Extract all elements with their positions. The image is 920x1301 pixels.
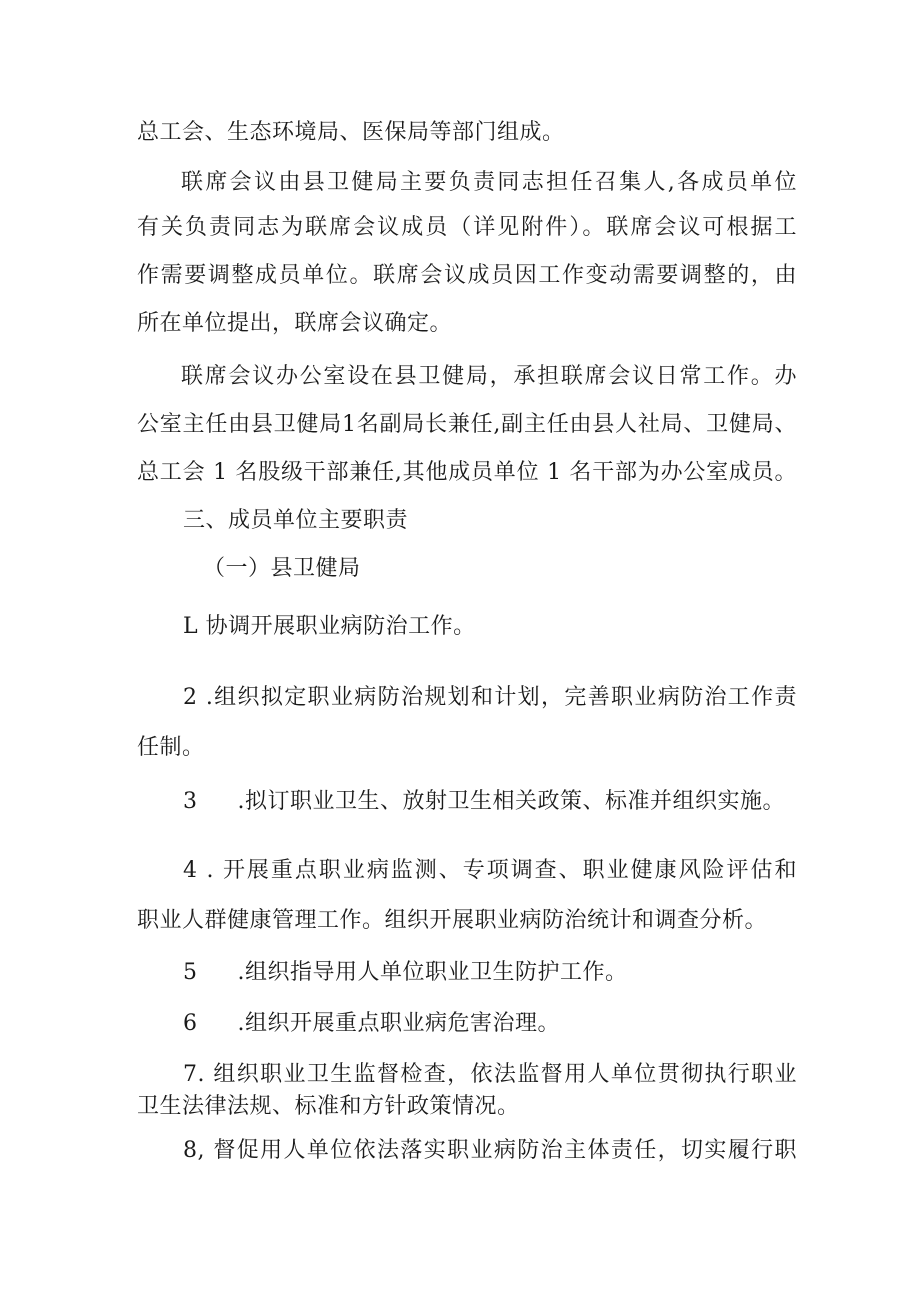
list-item-continuation: 职业人群健康管理工作。组织开展职业病防治统计和调查分析。 [137, 908, 768, 933]
list-number: 6 [183, 1011, 198, 1036]
text-line: 所在单位提出，联席会议确定。 [137, 311, 453, 336]
list-text: .拟订职业卫生、放射卫生相关政策、标准并组织实施。 [237, 789, 785, 814]
list-item: 8, 督促用人单位依法落实职业病防治主体责任，切实履行职 [183, 1138, 797, 1163]
list-item: 7. 组织职业卫生监督检查，依法监督用人单位贯彻执行职业 [183, 1062, 797, 1087]
list-text: .组织指导用人单位职业卫生防护工作。 [237, 960, 628, 985]
text-line: 有关负责同志为联席会议成员（详见附件）。联席会议可根据工 [137, 215, 797, 240]
text-line: 总工会 1 名股级干部兼任,其他成员单位 1 名干部为办公室成员。 [137, 460, 797, 485]
text-line: 联席会议办公室设在县卫健局，承担联席会议日常工作。办 [181, 364, 797, 389]
list-item: 2 .组织拟定职业病防治规划和计划，完善职业病防治工作责 [183, 685, 797, 710]
list-item [183, 787, 843, 817]
list-item-continuation: 任制。 [137, 735, 205, 760]
text-line: 作需要调整成员单位。联席会议成员因工作变动需要调整的，由 [137, 263, 797, 288]
section-heading: 三、成员单位主要职责 [183, 508, 409, 533]
text-line: 总工会、生态环境局、医保局等部门组成。 [137, 120, 565, 145]
text-line: 公室主任由县卫健局1名副局长兼任,副主任由县人社局、卫健局、 [137, 412, 797, 437]
list-number: 5 [183, 960, 198, 985]
text-line: 联席会议由县卫健局主要负责同志担任召集人,各成员单位 [181, 170, 797, 195]
list-text: .组织开展重点职业病危害治理。 [237, 1011, 560, 1036]
list-item: 4 . 开展重点职业病监测、专项调查、职业健康风险评估和 [183, 858, 797, 883]
list-number: 3 [183, 789, 198, 814]
subsection-heading: （一）县卫健局 [203, 556, 361, 581]
list-item [183, 958, 843, 988]
list-item: L 协调开展职业病防治工作。 [183, 614, 476, 639]
list-item-continuation: 卫生法律法规、标准和方针政策情况。 [137, 1094, 520, 1119]
list-item [183, 1009, 843, 1039]
